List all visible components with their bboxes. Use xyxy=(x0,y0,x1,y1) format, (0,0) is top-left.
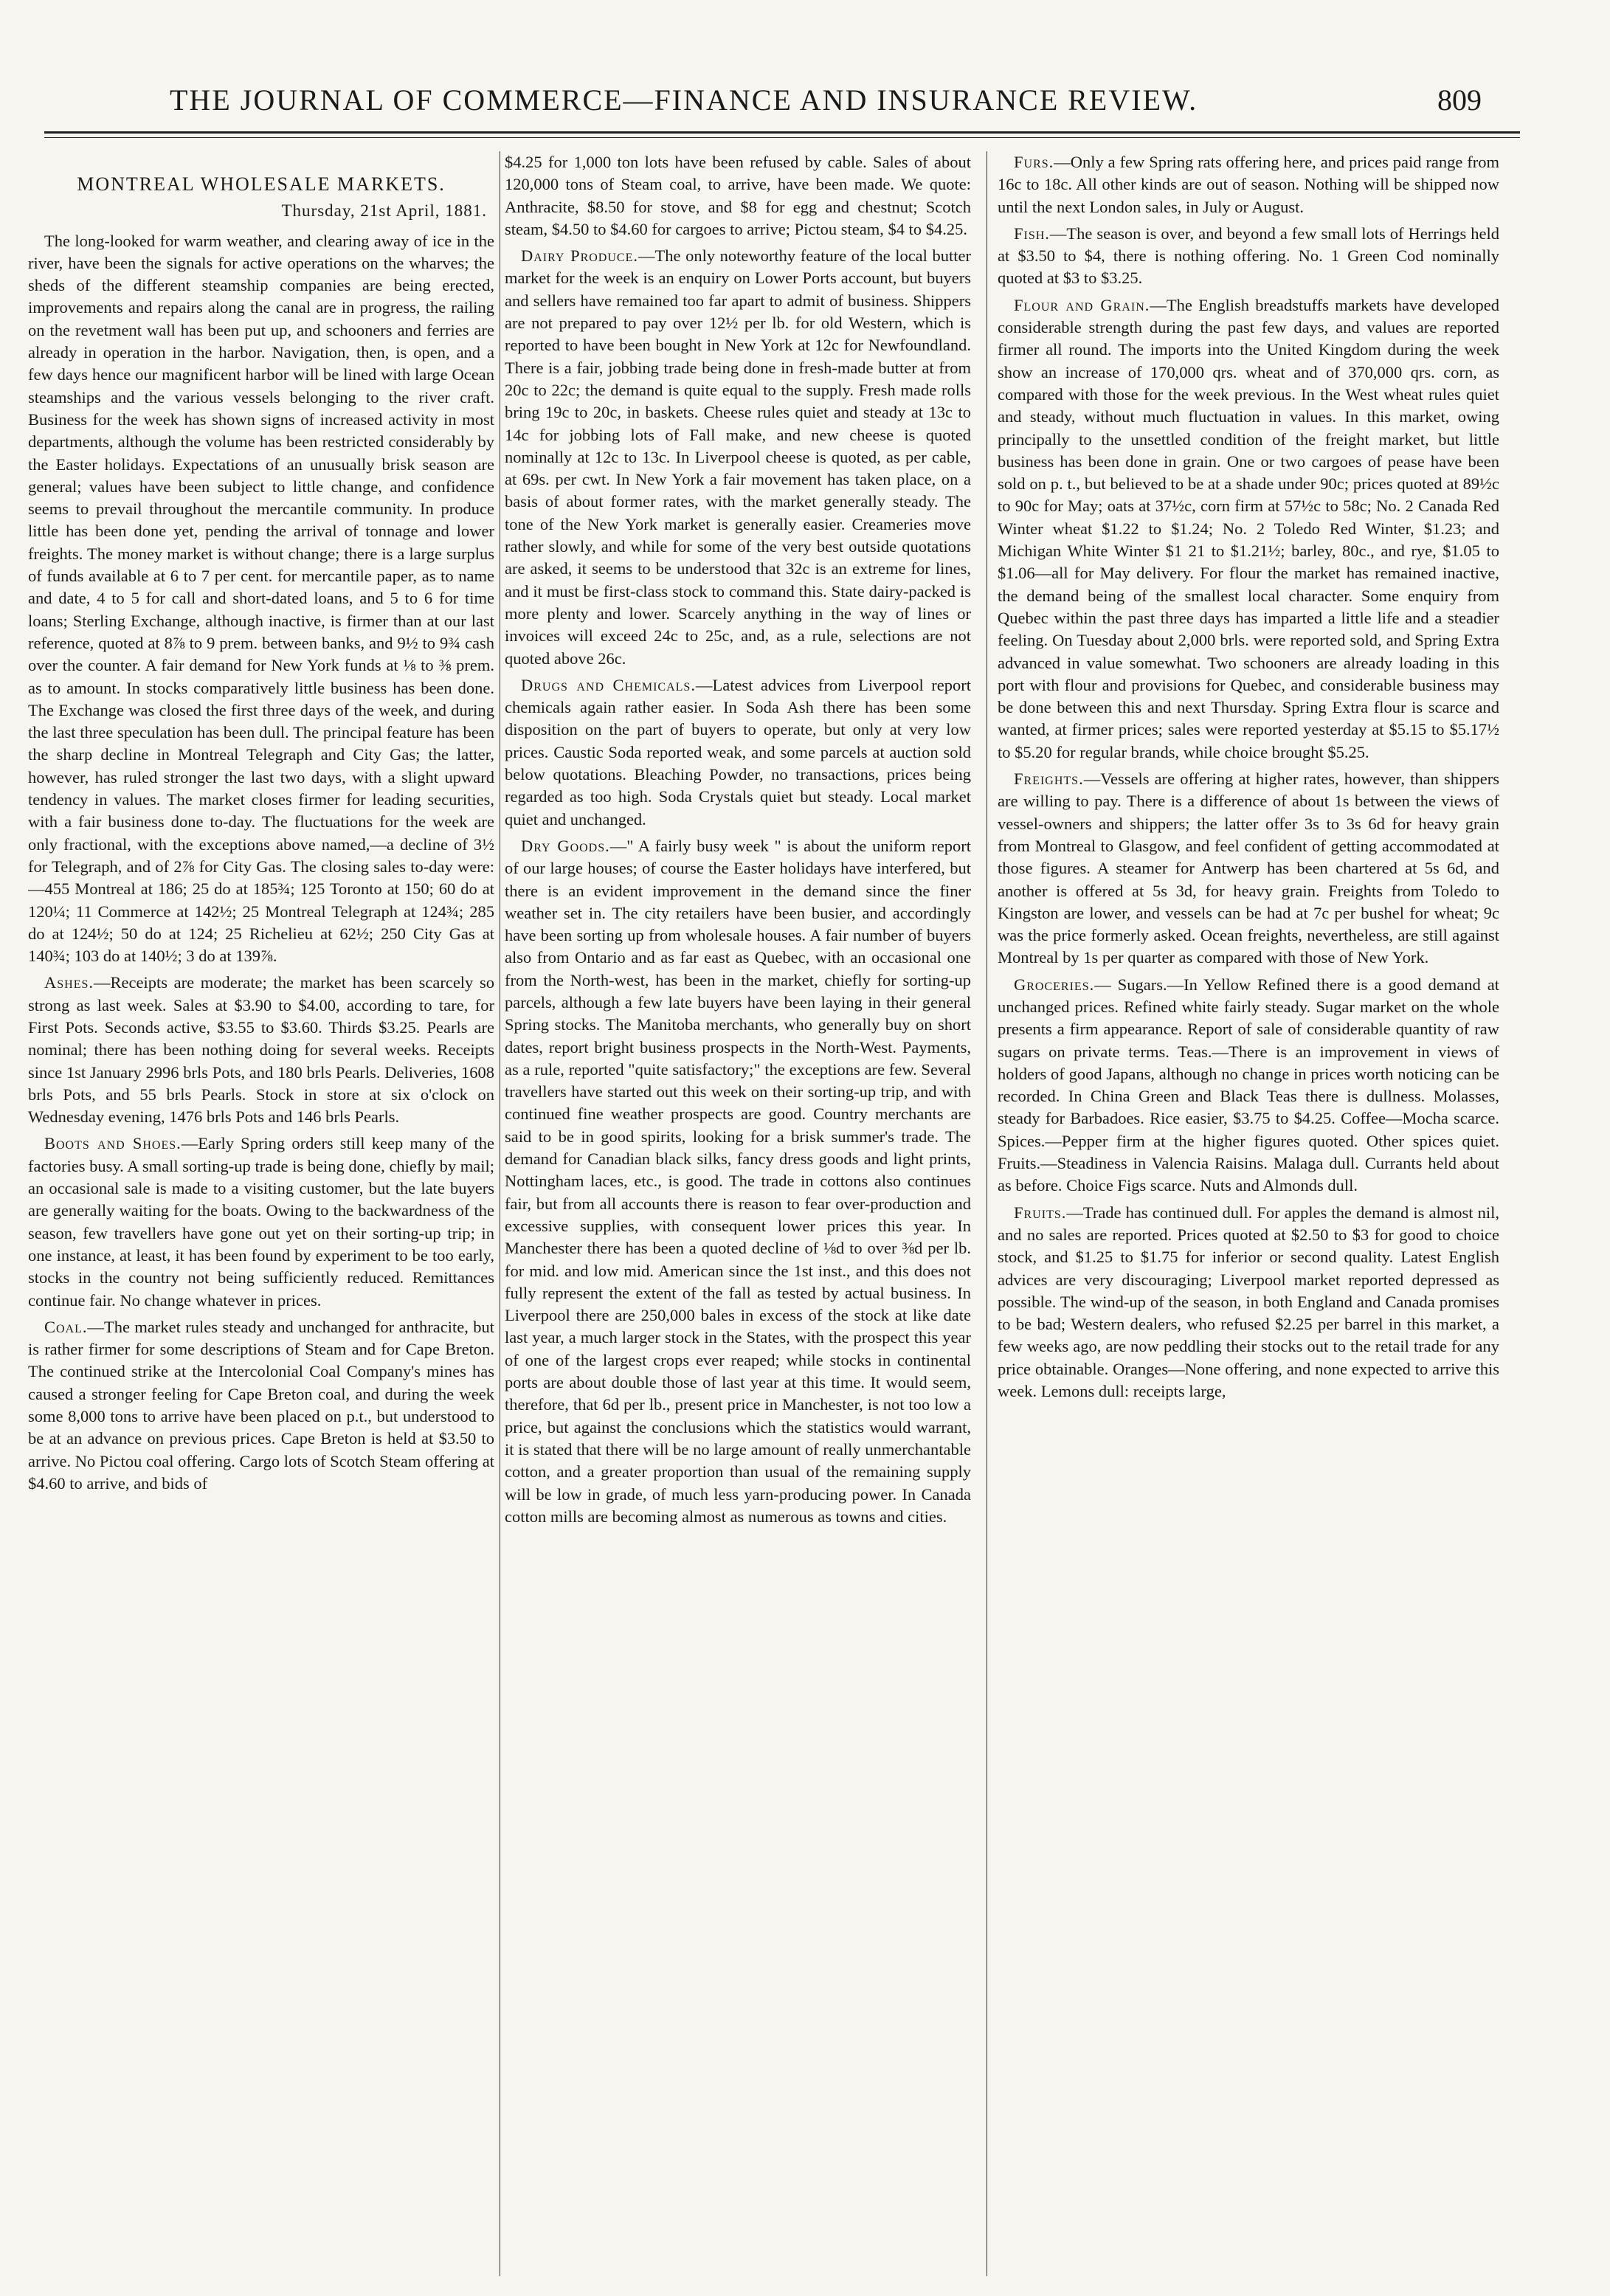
flour-grain-text: —The English breadstuffs markets have developed considerable strength during the past few days, and values are reported firmer all round. The imports into the United Kingdom during the week show an increase of 170,000 qrs. wheat and of 370,000 qrs. corn, as compared with those for the week previous. In the West wheat rules quiet and steady, without much fluctuation in values. In this market, owing principally to the unsettled condition of the freight market, but little business has been done in grain. One or two cargoes of pease have been sold on p. t., but believed to be at a shade under 90c; prices quoted at 89½c to 90c for May; oats at 37½c, corn firm at 57½c to 58c; No. 2 Canada Red Winter wheat $1.22 to $1.24; No. 2 Toledo Red Winter, $1.23; and Michigan White Winter $1 21 to $1.21½; barley, 80c., and rye, $1.05 to $1.06—all for May delivery. For flour the market has remained inactive, the demand being of the smallest local character. Some enquiry from Quebec within the past three days has imparted a little life and a steadier feeling. On Tuesday about 2,000 brls. were reported sold, and Spring Extra advanced in value somewhat. Two schooners are already loading in this port with flour and provisions for Quebec, and considerable business may be done between this and next Thursday. Spring Extra flour is scarce and wanted, at firmer prices; sales were reported yesterday at $5.15 to $5.17½ to $5.20 for regular brands, while choice brought $5.25. xyxy=(998,295,1499,761)
dairy-paragraph xyxy=(505,245,971,670)
ashes-text: —Receipts are moderate; the market has been scarcely so strong as last week. Sales at $3.90 to $4.00, according to tare, for First Pots. Seconds active, $3.55 to $3.60. Thirds $3.25. Pearls are nominal; there has been nothing doing for several weeks. Receipts since 1st January 2996 brls Pots, and 180 brls Pearls. Deliveries, 1608 brls Pots, and 55 brls Pearls. Stock in store at six o'clock on Wednesday evening, 1476 brls Pots and 146 brls Pearls. xyxy=(28,973,494,1127)
drugs-text: —Latest advices from Liverpool report chemicals again rather easier. In Soda Ash there has been some disposition on the part of buyers to operate, but only at very low prices. Caustic Soda reported weak, and some parcels at auction sold below quotations. Bleaching Powder, no transactions, prices being regarded as too high. Soda Crystals quiet but steady. Local market quiet and unchanged. xyxy=(505,675,971,829)
article-title: MONTREAL WHOLESALE MARKETS. xyxy=(77,173,446,195)
fish-heading: Fish. xyxy=(1014,224,1050,243)
header-rule-thin xyxy=(44,137,1520,138)
coal-continued-paragraph: $4.25 for 1,000 ton lots have been refused by cable. Sales of about 120,000 tons of Steam coal, to arrive, have been made. We quote: Anthracite, $8.50 for stove, and $8 for egg and chestnut; Scotch steam, $4.50 to $4.60 for cargoes to arrive; Pictou steam, $4 to $4.25. xyxy=(505,153,971,238)
dry-goods-paragraph xyxy=(505,835,971,1528)
furs-paragraph xyxy=(998,151,1499,218)
freights-heading: Freights. xyxy=(1014,770,1084,789)
drugs-paragraph xyxy=(505,674,971,831)
freights-paragraph xyxy=(998,768,1499,969)
running-title: THE JOURNAL OF COMMERCE—FINANCE AND INSURANCE REVIEW. xyxy=(170,83,1198,117)
ashes-heading: Ashes. xyxy=(44,973,94,992)
article-dateline: Thursday, 21st April, 1881. xyxy=(281,201,487,221)
furs-text: —Only a few Spring rats offering here, and prices paid range from 16c to 18c. All other kinds are out of season. Nothing will be shipped now until the next London sales, in July or August. xyxy=(998,153,1499,216)
flour-grain-paragraph xyxy=(998,294,1499,764)
dry-goods-heading: Dry Goods. xyxy=(521,836,610,855)
dairy-text: —The only noteworthy feature of the local butter market for the week is an enquiry on Lower Ports account, but buyers and sellers have remained too far apart to admit of business. Shippers are not prepared to pay over 12½ per lb. for old Western, which is reported to have been bought in New York at 12c for Newfoundland. There is a fair, jobbing trade being done in fresh-made butter at from 20c to 22c; the demand is quite equal to the supply. Fresh made rolls bring 19c to 20c, in baskets. Cheese rules quiet and steady at 13c to 14c for jobbing lots of Fall make, and new cheese is quoted nominally at 12c to 13c. In Liverpool cheese is quoted, as per cable, at 69s. per cwt. In New York a fair movement has taken place, on a basis of about former rates, with the market generally steady. The tone of the New York market is generally easier. Creameries move rather slowly, and while for some of the very best outside quotations are asked, it seems to be understood that 32c is an extreme for lines, and it must be first-class stock to command this. State dairy-packed is more plenty and lower. Scarcely anything in the way of lines or invoices will exceed 24c to 25c, and, as a rule, selections are not quoted above 26c. xyxy=(505,246,971,668)
groceries-text: — Sugars.—In Yellow Refined there is a good demand at unchanged prices. Refined white fairly steady. Sugar market on the whole presents a firm appearance. Report of sale of considerable quantity of raw sugars on private terms. Teas.—There is an improvement in views of holders of good Japans, although no change in prices worth noticing can be recorded. In China Green and Black Teas there is dullness. Molasses, steady for Barbadoes. Rice easier, $3.75 to $4.25. Coffee—Mocha scarce. Spices.—Pepper firm at the higher figures quoted. Other spices quiet. Fruits.—Steadiness in Valencia Raisins. Malaga dull. Currants held about as before. Choice Figs scarce. Nuts and Almonds dull. xyxy=(998,975,1499,1195)
boots-text: —Early Spring orders still keep many of the factories busy. A small sorting-up trade is being done, chiefly by mail; an occasional sale is made to a visiting customer, but the late buyers are generally waiting for the boats. Owing to the backwardness of the season, few travellers have gone out yet on their sorting-up trip; in one instance, at least, it has been found by experiment to be too early, stocks in the country not being sufficiently reduced. Remittances continue fair. No change whatever in prices. xyxy=(28,1134,494,1310)
ashes-paragraph xyxy=(28,972,494,1128)
coal-text: —The market rules steady and unchanged for anthracite, but is rather firmer for some descriptions of Steam and for Cape Breton. The continued strike at the Intercolonial Coal Company's mines has caused a stronger feeling for Cape Breton coal, and during the week some 8,000 tons to arrive have been placed on p.t., but understood to be at an advance on previous prices. Cape Breton is held at $3.50 to arrive. No Pictou coal offering. Cargo lots of Scotch Steam offering at $4.60 to arrive, and bids of xyxy=(28,1317,494,1493)
coal-paragraph xyxy=(28,1316,494,1495)
coal-heading: Coal. xyxy=(44,1317,88,1336)
dairy-heading: Dairy Produce. xyxy=(521,246,638,266)
flour-grain-heading: Flour and Grain. xyxy=(1014,295,1150,314)
column-1 xyxy=(28,151,494,2276)
intro-paragraph: The long-looked for warm weather, and clearing away of ice in the river, have been the signals for active operations on the wharves; the sheds of the different steamship companies are being erected, improvements and repairs along the canal are in progress, the railing on the revetment wall has been put up, and schooners and ferries are already in operation in the harbor. Navigation, then, is open, and a few days hence our magnificent harbor will be lined with large Ocean steamships and the various vessels belonging to the river craft. Business for the week has shown signs of increased activity in most departments, although the volume has been restricted considerably by the Easter holidays. Expectations of an unusually brisk season are general; values have been subject to little change, and confidence seems to prevail throughout the mercantile community. In produce little has been done yet, pending the arrival of tonnage and lower freights. The money market is without change; there is a large surplus of funds available at 6 to 7 per cent. for mercantile paper, as to name and date, 4 to 5 for call and short-dated loans, and 5 to 6 for time loans; Sterling Exchange, although inactive, is firmer than at our last reference, quoted at 8⅞ to 9 prem. between banks, and 9½ to 9¾ cash over the counter. A fair demand for New York funds at ⅛ to ⅜ prem. as to amount. In stocks comparatively little business has been done. The Exchange was closed the first three days of the week, and during the last three speculation has been dull. The principal feature has been the sharp decline in Montreal Telegraph and City Gas; the latter, however, has ruled stronger the last two days, with a slight upward tendency in values. The market closes firmer for leading securities, with a fair business done to-day. The fluctuations for the week are only fractional, with the exceptions above named,—a decline of 3½ for Telegraph, and of 2⅞ for City Gas. The closing sales to-day were:—455 Montreal at 186; 25 do at 185¾; 125 Toronto at 150; 60 do at 120¼; 11 Commerce at 142½; 25 Montreal Telegraph at 124¾; 285 do at 124½; 50 do at 124; 25 Richelieu at 62½; 250 City Gas at 140¾; 103 do at 140½; 3 do at 139⅞. xyxy=(28,231,494,966)
column-3 xyxy=(998,151,1499,2276)
dry-goods-text: —" A fairly busy week " is about the uniform report of our large houses; of course the Easter holidays have interfered, but there is an evident improvement in the demand since the finer weather set in. The city retailers have been busier, and accordingly have been sorting up from wholesale houses. A fair number of buyers also from Ontario and as far east as Quebec, with an occasional one from the North-west, has been in the market, chiefly for sorting-up parcels, although a few late buyers have been laying in their general Spring stocks. The Manitoba merchants, who generally buy on short dates, report bright business prospects in the North-West. Payments, as a rule, reported "quite satisfactory;" the exceptions are few. Several travellers have started out this week on their sorting-up trip, and with continued fine weather prospects are good. Country merchants are said to be in good spirits, looking for a brisk summer's trade. The demand for Canadian black silks, fancy dress goods and light prints, Nottingham laces, etc., is good. The trade in cottons also continues fair, but from all accounts there is reason to fear over-production and excessive supplies, with consequent lower prices this year. In Manchester there has been a quoted decline of ⅛d to over ⅜d per lb. for mid. and low mid. American since the 1st inst., and this does not fully represent the extent of the fall as tested by actual business. In Liverpool there are 250,000 bales in excess of the stock at like date last year, a much larger stock in the States, with the prospect this year of one of the largest crops ever reaped; while stocks in continental ports are about double those of last year at this time. It would seem, therefore, that 6d per lb., present price in Manchester, is not too low a price, but against the conclusions which the statistics would warrant, it is stated that there will be no large amount of really unmerchantable cotton, and a greater proportion than usual of the remaining supply will be low in grade, of much less yarn-producing power. In Canada cotton mills are becoming almost as numerous as towns and cities. xyxy=(505,836,971,1526)
furs-heading: Furs. xyxy=(1014,153,1054,171)
fish-paragraph xyxy=(998,223,1499,290)
boots-paragraph xyxy=(28,1133,494,1311)
fish-text: —The season is over, and beyond a few small lots of Herrings held at $3.50 to $4, there is nothing offering. No. 1 Green Cod nominally quoted at $3 to $3.25. xyxy=(998,224,1499,288)
freights-text: —Vessels are offering at higher rates, however, than shippers are willing to pay. There is a difference of about 1s between the views of vessel-owners and shippers; the latter offer 3s to 3s 6d for heavy grain from Montreal to Glasgow, and feel confident of getting accommodated at those figures. A steamer for Antwerp has been chartered at 5s 6d, and another is offered at 5s 3d, for heavy grain. Freights from Toledo to Kingston are lower, and vessels can be had at 7c per bushel for wheat; 9c was the price formerly asked. Ocean freights, nevertheless, are still against Montreal by 1s per quarter as compared with those of New York. xyxy=(998,770,1499,967)
groceries-paragraph xyxy=(998,974,1499,1197)
column-2 xyxy=(505,151,971,2276)
groceries-heading: Groceries. xyxy=(1014,975,1095,994)
drugs-heading: Drugs and Chemicals. xyxy=(521,675,696,694)
fruits-heading: Fruits. xyxy=(1014,1203,1067,1222)
boots-heading: Boots and Shoes. xyxy=(44,1134,182,1153)
fruits-text: —Trade has continued dull. For apples the demand is almost nil, and no sales are reported. Prices quoted at $2.50 to $3 for good to choice stock, and $1.25 to $1.75 for inferior or second quality. Latest English advices are very discouraging; Liverpool market reported depressed as possible. The wind-up of the season, in both England and Canada promises to be bad; Western dealers, who refused $2.25 per barrel in this market, a few weeks ago, are now peddling their stocks out to the retail trade for any price obtainable. Oranges—None offering, and none expected to arrive this week. Lemons dull: receipts large, xyxy=(998,1203,1499,1401)
header-rule xyxy=(44,131,1520,134)
page-number: 809 xyxy=(1437,83,1482,117)
fruits-paragraph xyxy=(998,1202,1499,1403)
